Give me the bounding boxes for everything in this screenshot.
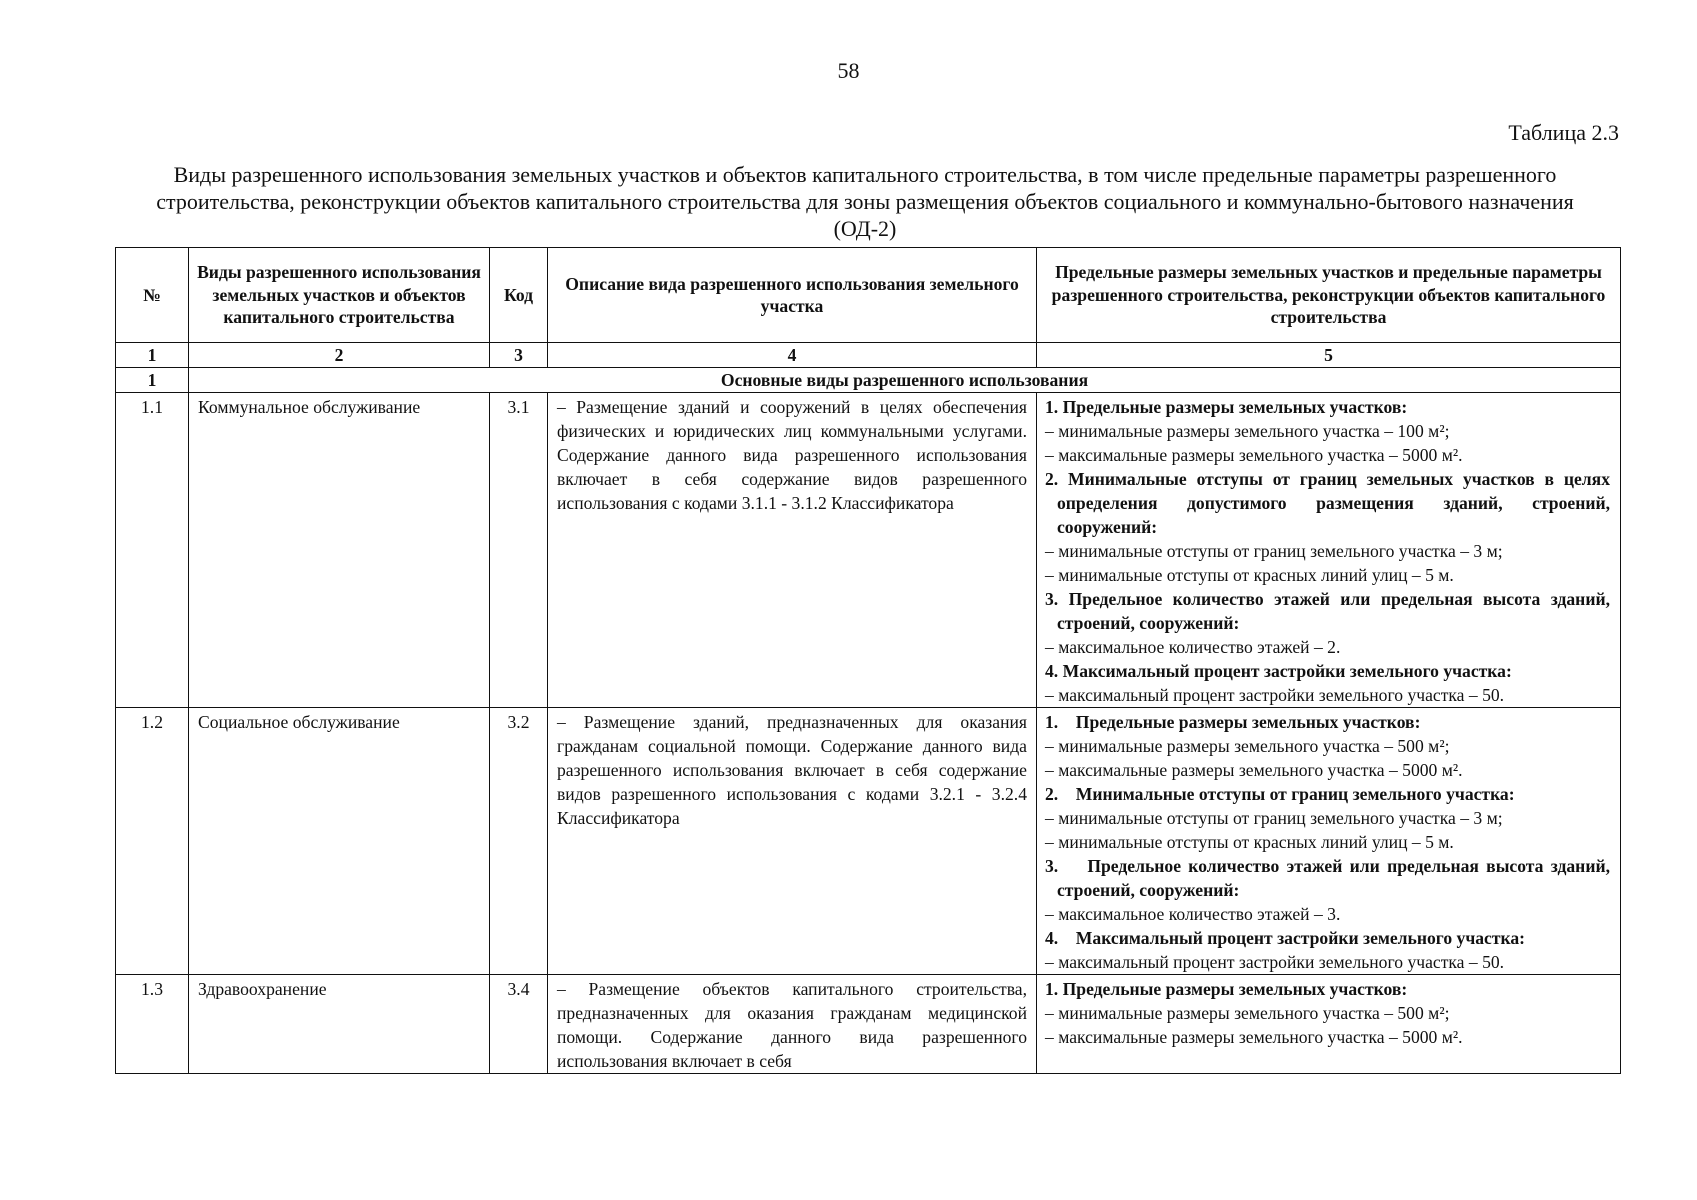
param-value: – максимальные размеры земельного участка – 5000 м². [1045, 445, 1463, 465]
header-description: Описание вида разрешенного использования земельного участка [548, 248, 1037, 343]
section-title: Основные виды разрешенного использования [189, 368, 1621, 393]
column-number: 4 [548, 343, 1037, 368]
param-heading: 2. Минимальные отступы от границ земельных участков в целях определения допустимого размещения зданий, строений, сооружений: [1045, 469, 1610, 537]
param-value: – минимальные размеры земельного участка – 500 м²; [1045, 736, 1450, 756]
column-number: 3 [490, 343, 548, 368]
param-value: – минимальные отступы от красных линий улиц – 5 м. [1045, 565, 1454, 585]
use-type-code: 3.2 [490, 708, 548, 975]
param-value: – минимальные размеры земельного участка – 100 м²; [1045, 421, 1450, 441]
section-row [116, 368, 1621, 393]
param-value: – минимальные отступы от границ земельного участка – 3 м; [1045, 541, 1503, 561]
use-type-params [1037, 393, 1621, 708]
use-type-description: – Размещение зданий и сооружений в целях обеспечения физических и юридических лиц коммунальными услугами. Содержание данного вида разрешенного использования включает в себя содержание видов разрешенного использования с кодами 3.1.1 - 3.1.2 Классификатора [548, 393, 1037, 708]
param-value: – максимальный процент застройки земельного участка – 50. [1045, 685, 1505, 705]
param-heading: 1. Предельные размеры земельных участков: [1045, 979, 1408, 999]
use-type-code: 3.1 [490, 393, 548, 708]
param-heading: 4. Максимальный процент застройки земельного участка: [1045, 661, 1512, 681]
param-heading: 2. Минимальные отступы от границ земельного участка: [1045, 784, 1515, 804]
param-value: – минимальные размеры земельного участка – 500 м²; [1045, 1003, 1450, 1023]
table-title: Виды разрешенного использования земельных участков и объектов капитального строительства, в том числе предельные параметры разрешенного строительства, реконструкции объектов капитального строительства для зоны размещения объектов социального и коммунально-бытового назначения (ОД-2) [156, 162, 1574, 241]
use-type-description: – Размещение объектов капитального строительства, предназначенных для оказания гражданам медицинской помощи. Содержание данного вида разрешенного использования включает в себя [548, 975, 1037, 1074]
param-heading: 1. Предельные размеры земельных участков: [1045, 712, 1421, 732]
column-number: 5 [1037, 343, 1621, 368]
column-number: 2 [189, 343, 490, 368]
param-value: – максимальный процент застройки земельного участка – 50. [1045, 952, 1505, 972]
param-heading: 3. Предельное количество этажей или предельная высота зданий, строений, сооружений: [1045, 589, 1610, 633]
param-heading: 3. Предельное количество этажей или предельная высота зданий, строений, сооружений: [1045, 856, 1615, 900]
row-number: 1.2 [116, 708, 189, 975]
table-row [116, 708, 1621, 975]
use-type-name: Социальное обслуживание [189, 708, 490, 975]
param-value: – максимальные размеры земельного участка – 5000 м². [1045, 1027, 1463, 1047]
use-type-params [1037, 975, 1621, 1074]
param-value: – минимальные отступы от границ земельного участка – 3 м; [1045, 808, 1503, 828]
header-row [116, 248, 1621, 343]
row-number: 1.3 [116, 975, 189, 1074]
table-row [116, 975, 1621, 1074]
param-value: – максимальные размеры земельного участка – 5000 м². [1045, 760, 1463, 780]
header-num: № [116, 248, 189, 343]
table-caption: Таблица 2.3 [1508, 120, 1619, 145]
use-type-code: 3.4 [490, 975, 548, 1074]
header-name: Виды разрешенного использования земельных участков и объектов капитального строительства [189, 248, 490, 343]
param-value: – минимальные отступы от красных линий улиц – 5 м. [1045, 832, 1454, 852]
use-type-params [1037, 708, 1621, 975]
column-number-row [116, 343, 1621, 368]
use-type-name: Коммунальное обслуживание [189, 393, 490, 708]
zoning-table [115, 247, 1621, 1074]
param-value: – максимальное количество этажей – 2. [1045, 637, 1341, 657]
page-number: 58 [837, 58, 860, 83]
header-code: Код [490, 248, 548, 343]
use-type-name: Здравоохранение [189, 975, 490, 1074]
header-params: Предельные размеры земельных участков и предельные параметры разрешенного строительства, реконструкции объектов капитального строительства [1037, 248, 1621, 343]
section-number: 1 [116, 368, 189, 393]
column-number: 1 [116, 343, 189, 368]
param-value: – максимальное количество этажей – 3. [1045, 904, 1341, 924]
use-type-description: – Размещение зданий, предназначенных для оказания гражданам социальной помощи. Содержание данного вида разрешенного использования включает в себя содержание видов разрешенного использования с кодами 3.2.1 - 3.2.4 Классификатора [548, 708, 1037, 975]
table-row [116, 393, 1621, 708]
row-number: 1.1 [116, 393, 189, 708]
param-heading: 4. Максимальный процент застройки земельного участка: [1045, 928, 1526, 948]
param-heading: 1. Предельные размеры земельных участков: [1045, 397, 1408, 417]
